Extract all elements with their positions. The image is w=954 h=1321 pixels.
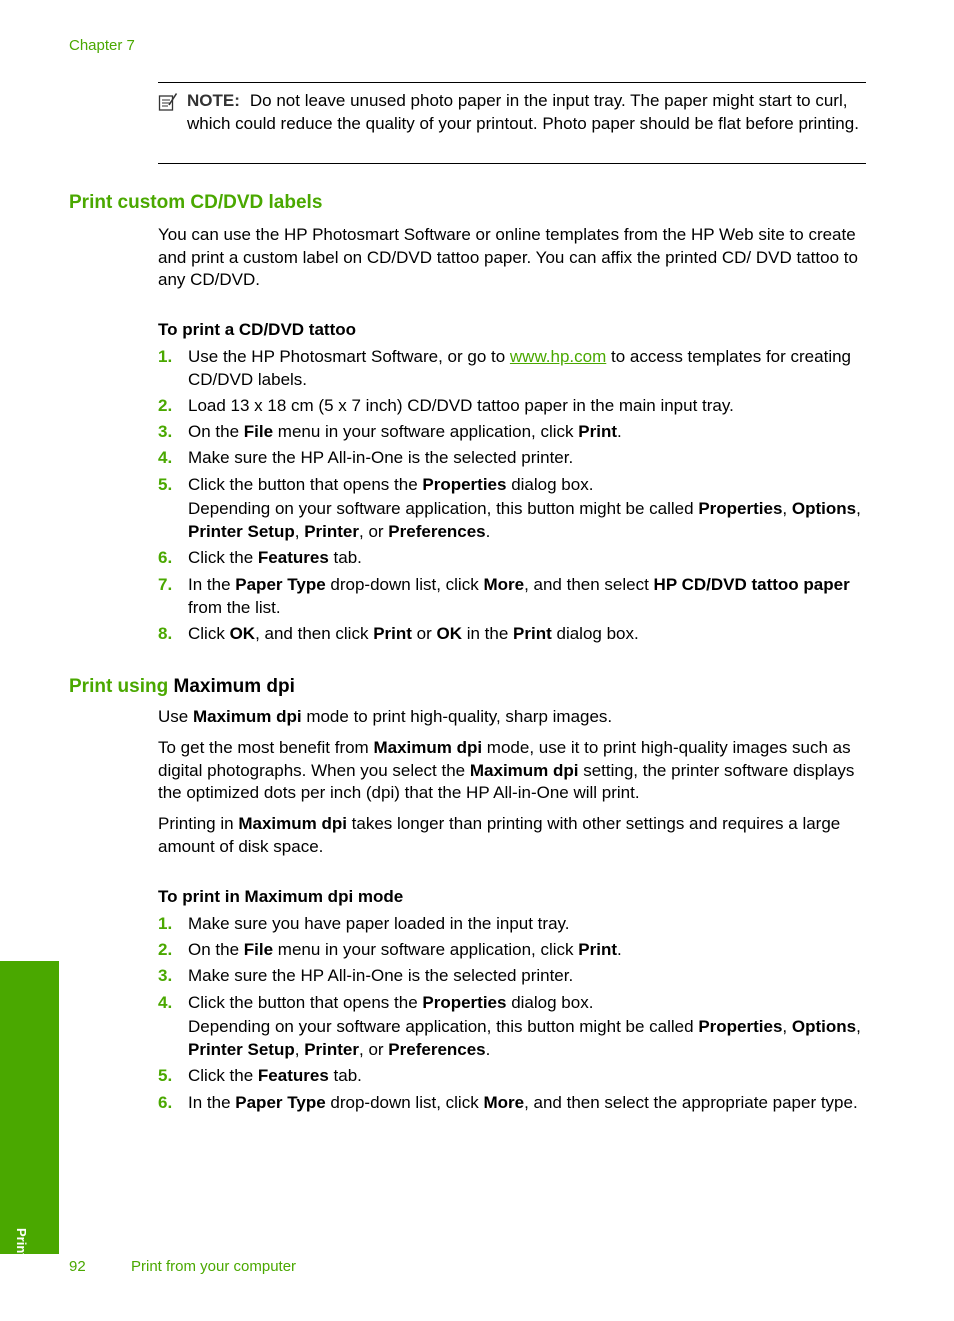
bold-term: Properties [422,993,507,1012]
section-title-max-dpi [69,676,295,698]
footer-title: Print from your computer [131,1258,297,1275]
sidebar-tab [0,961,59,1254]
section-title-prefix: Print using [69,676,174,697]
step-item [158,992,868,1061]
bold-term: Maximum dpi [192,707,302,726]
bold-term: Print [578,940,617,959]
bold-term: File [243,422,274,441]
bold-term: Maximum dpi [469,760,579,780]
bold-term: Print [513,624,552,643]
body-paragraph: Printing in Maximum dpi takes longer than printing with other settings and requires a large amount of disk space. [158,814,841,856]
note-icon [158,92,178,112]
note-box [158,82,866,164]
bold-term: Printer Setup [188,521,295,541]
bold-term: Options [791,1017,857,1036]
bold-term: Print [578,422,617,441]
bold-term: Properties [698,1017,783,1036]
step-number: 2. [158,940,173,959]
step-item [158,574,868,619]
procedure-title-cd-dvd: To print a CD/DVD tattoo [158,320,356,339]
step-number: 2. [158,396,173,415]
bold-term: OK [436,624,462,643]
step-text: Make sure you have paper loaded in the input tray. [188,914,570,933]
step-item [158,913,868,936]
step-item [158,1065,868,1088]
step-item [158,421,868,444]
bold-term: Options [791,499,857,518]
sidebar-tab-label: Print [14,1228,29,1258]
step-detail: Depending on your software application, this button might be called Properties, Options, Printer Setup, Printer, or Preferences. [188,1017,861,1059]
step-number: 8. [158,624,173,643]
chapter-header: Chapter 7 [69,37,135,54]
body-paragraph: To get the most benefit from Maximum dpi mode, use it to print high-quality images such as digital photographs. When you select the Maximum dpi setting, the printer software displays the optimized dots per inch (dpi) that the HP All-in-One will print. [158,738,855,802]
step-number: 6. [158,1093,173,1112]
bold-term: Print [373,624,412,643]
step-text: In the Paper Type drop-down list, click More, and then select HP CD/DVD tattoo paper from the list. [188,575,850,617]
step-text: On the File menu in your software application, click Print. [188,422,622,441]
step-text: Click the button that opens the Properties dialog box. [188,993,594,1012]
step-item [158,346,868,391]
step-text: On the File menu in your software application, click Print. [188,940,622,959]
step-item [158,395,868,418]
web-link[interactable]: www.hp.com [509,347,607,366]
section-title-suffix: Maximum dpi [173,676,295,697]
step-item [158,474,868,543]
step-text: Click the Features tab. [188,548,362,567]
bold-term: Features [257,548,329,567]
step-number: 3. [158,422,173,441]
step-item [158,965,868,988]
bold-term: More [483,1093,525,1112]
bold-term: Paper Type [235,1093,326,1112]
note-text [187,90,867,135]
step-number: 1. [158,347,173,366]
step-text: In the Paper Type drop-down list, click More, and then select the appropriate paper type. [188,1093,858,1112]
step-text: Make sure the HP All-in-One is the selected printer. [188,448,574,467]
step-text: Click the Features tab. [188,1066,362,1085]
step-number: 5. [158,1066,173,1085]
step-item [158,939,868,962]
step-detail: Depending on your software application, this button might be called Properties, Options, Printer Setup, Printer, or Preferences. [188,499,861,541]
step-item [158,623,868,646]
section1-intro: You can use the HP Photosmart Software or online templates from the HP Web site to create and print a custom label on CD/DVD tattoo paper. You can affix the printed CD/ DVD tattoo to any CD/DVD. [158,225,858,289]
bold-term: Printer Setup [188,1039,295,1059]
section-title-cd-dvd: Print custom CD/DVD labels [69,192,323,213]
bold-term: Features [257,1066,329,1085]
step-text: Load 13 x 18 cm (5 x 7 inch) CD/DVD tattoo paper in the main input tray. [188,396,734,415]
step-number: 1. [158,914,173,933]
bold-term: Properties [422,475,507,494]
step-item [158,547,868,570]
bold-term: OK [229,624,256,643]
procedure-title-max-dpi: To print in Maximum dpi mode [158,887,404,906]
bold-term: Paper Type [235,575,326,594]
bold-term: File [243,940,274,959]
step-text: Make sure the HP All-in-One is the selected printer. [188,966,574,985]
page-number: 92 [69,1258,86,1275]
step-number: 4. [158,448,173,467]
step-item [158,447,868,470]
step-text: Click OK, and then click Print or OK in the Print dialog box. [188,624,639,643]
step-text: Use the HP Photosmart Software, or go to www.hp.com to access templates for creating CD/DVD labels. [188,347,852,389]
bold-term: Maximum dpi [238,814,347,833]
step-number: 4. [158,993,173,1012]
step-text: Click the button that opens the Properties dialog box. [188,475,594,494]
body-paragraph: Use Maximum dpi mode to print high-quality, sharp images. [158,707,613,726]
note-label: NOTE: [187,91,240,110]
bold-term: Preferences [388,521,486,541]
bold-term: HP CD/DVD tattoo paper [653,575,850,594]
bold-term: More [483,575,525,594]
bold-term: Properties [698,499,783,518]
step-number: 3. [158,966,173,985]
bold-term: Preferences [388,1039,486,1059]
note-body: Do not leave unused photo paper in the input tray. The paper might start to curl, which could reduce the quality of your printout. Photo paper should be flat before printing. [187,91,859,133]
step-number: 6. [158,548,173,567]
bold-term: Printer [304,521,359,541]
step-number: 7. [158,575,173,594]
bold-term: Maximum dpi [373,738,483,757]
step-item [158,1092,868,1115]
step-number: 5. [158,475,173,494]
bold-term: Printer [304,1039,359,1059]
